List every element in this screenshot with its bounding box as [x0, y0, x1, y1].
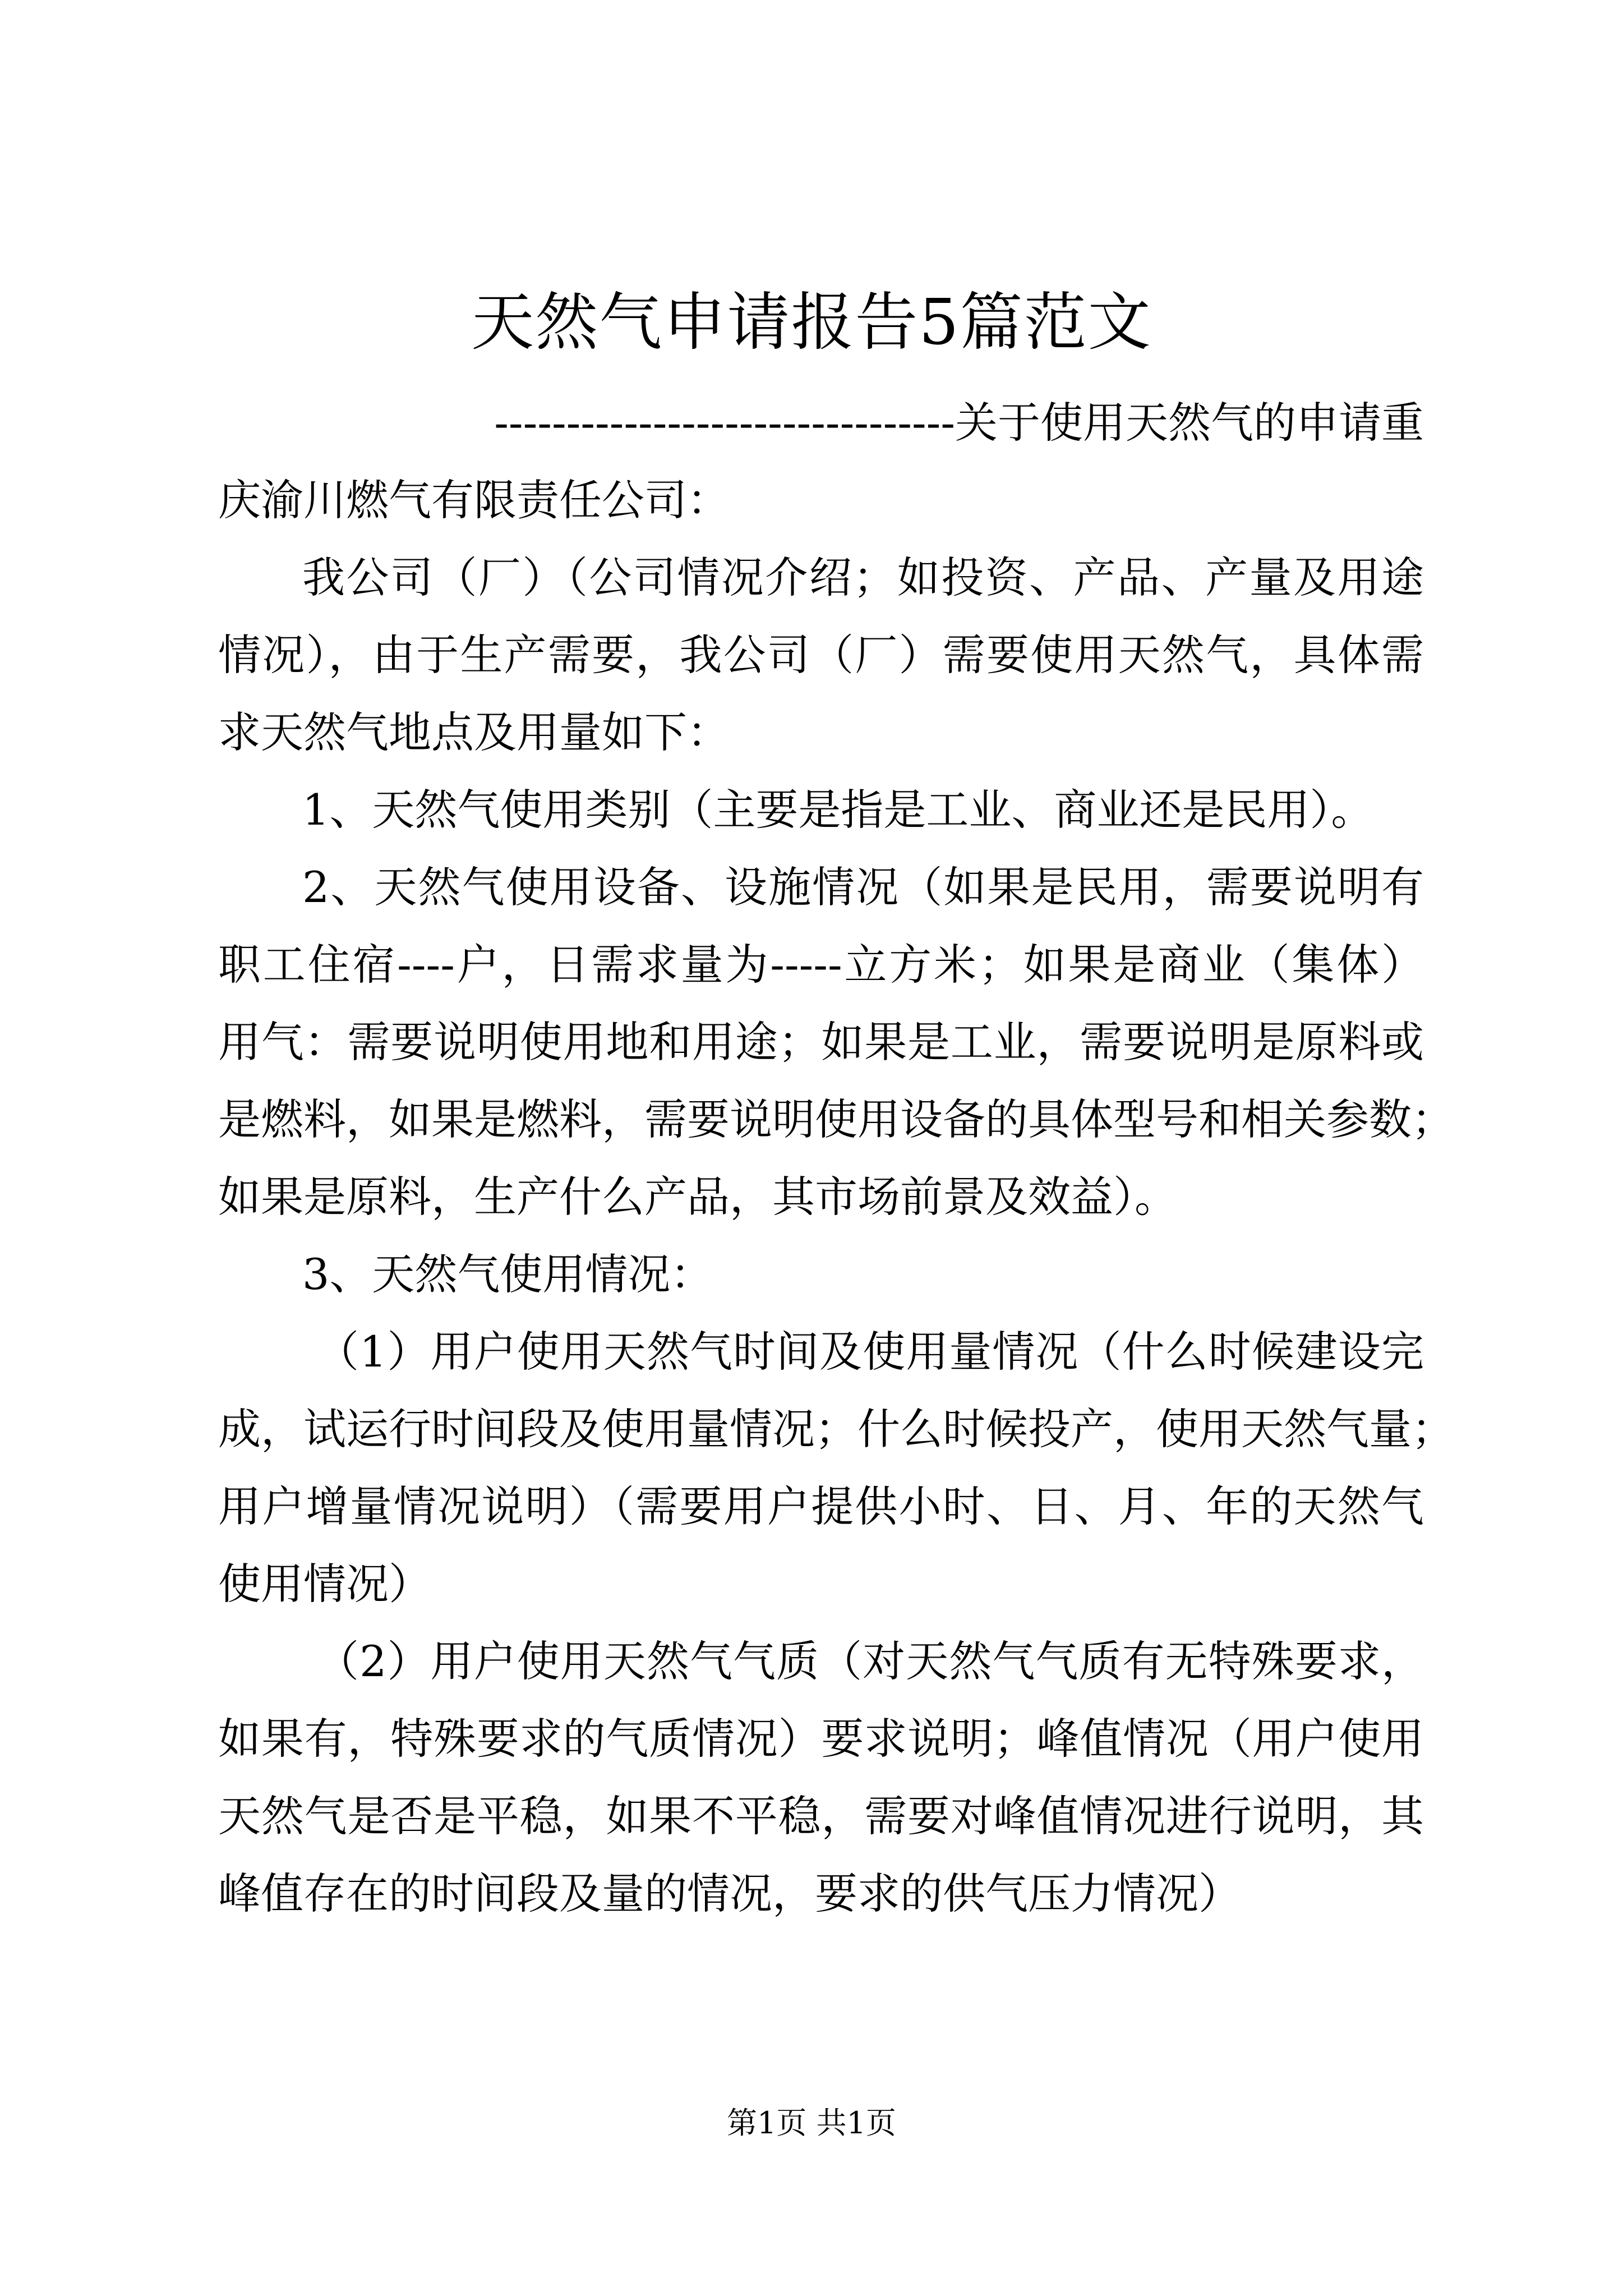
paragraph-line: 职工住宿----户，日需求量为-----立方米；如果是商业（集体）: [218, 940, 1424, 990]
paragraph-line: 天然气是否是平稳，如果不平稳，需要对峰值情况进行说明，其: [218, 1791, 1424, 1841]
paragraph-line: 成，试运行时间段及使用量情况；什么时候投产，使用天然气量；: [218, 1404, 1454, 1454]
paragraph-line: 如果有，特殊要求的气质情况）要求说明；峰值情况（用户使用: [218, 1714, 1424, 1764]
recipient-line: 庆渝川燃气有限责任公司：: [218, 475, 730, 525]
paragraph-line: 情况），由于生产需要，我公司（厂）需要使用天然气，具体需: [218, 630, 1424, 680]
paragraph-line: 求天然气地点及用量如下：: [218, 707, 730, 757]
sub-item-2: （2）用户使用天然气气质（对天然气气质有无特殊要求，: [316, 1636, 1424, 1686]
document-body: [218, 384, 1454, 1932]
list-item-1: 1、天然气使用类别（主要是指是工业、商业还是民用）。: [302, 785, 1374, 835]
page-footer: 第1页 共1页: [727, 2105, 896, 2141]
document-title: 天然气申请报告5篇范文: [471, 286, 1152, 359]
list-item-3: 3、天然气使用情况：: [302, 1249, 713, 1299]
separator-line: --------------------------------关于使用天然气的申请重: [494, 398, 1424, 448]
paragraph-line: 峰值存在的时间段及量的情况，要求的供气压力情况）: [218, 1869, 1241, 1918]
list-item-2: 2、天然气使用设备、设施情况（如果是民用，需要说明有: [302, 862, 1424, 912]
paragraph-line: 如果是原料，生产什么产品，其市场前景及效益）。: [218, 1172, 1177, 1222]
sub-item-1: （1）用户使用天然气时间及使用量情况（什么时候建设完: [316, 1327, 1424, 1377]
paragraph-line: 用户增量情况说明）（需要用户提供小时、日、月、年的天然气: [218, 1481, 1424, 1531]
paragraph-line: 我公司（厂）（公司情况介绍；如投资、产品、产量及用途: [302, 553, 1424, 602]
paragraph-line: 是燃料，如果是燃料，需要说明使用设备的具体型号和相关参数；: [218, 1094, 1454, 1144]
paragraph-line: 使用情况）: [218, 1559, 431, 1609]
paragraph-line: 用气：需要说明使用地和用途；如果是工业，需要说明是原料或: [218, 1017, 1424, 1067]
